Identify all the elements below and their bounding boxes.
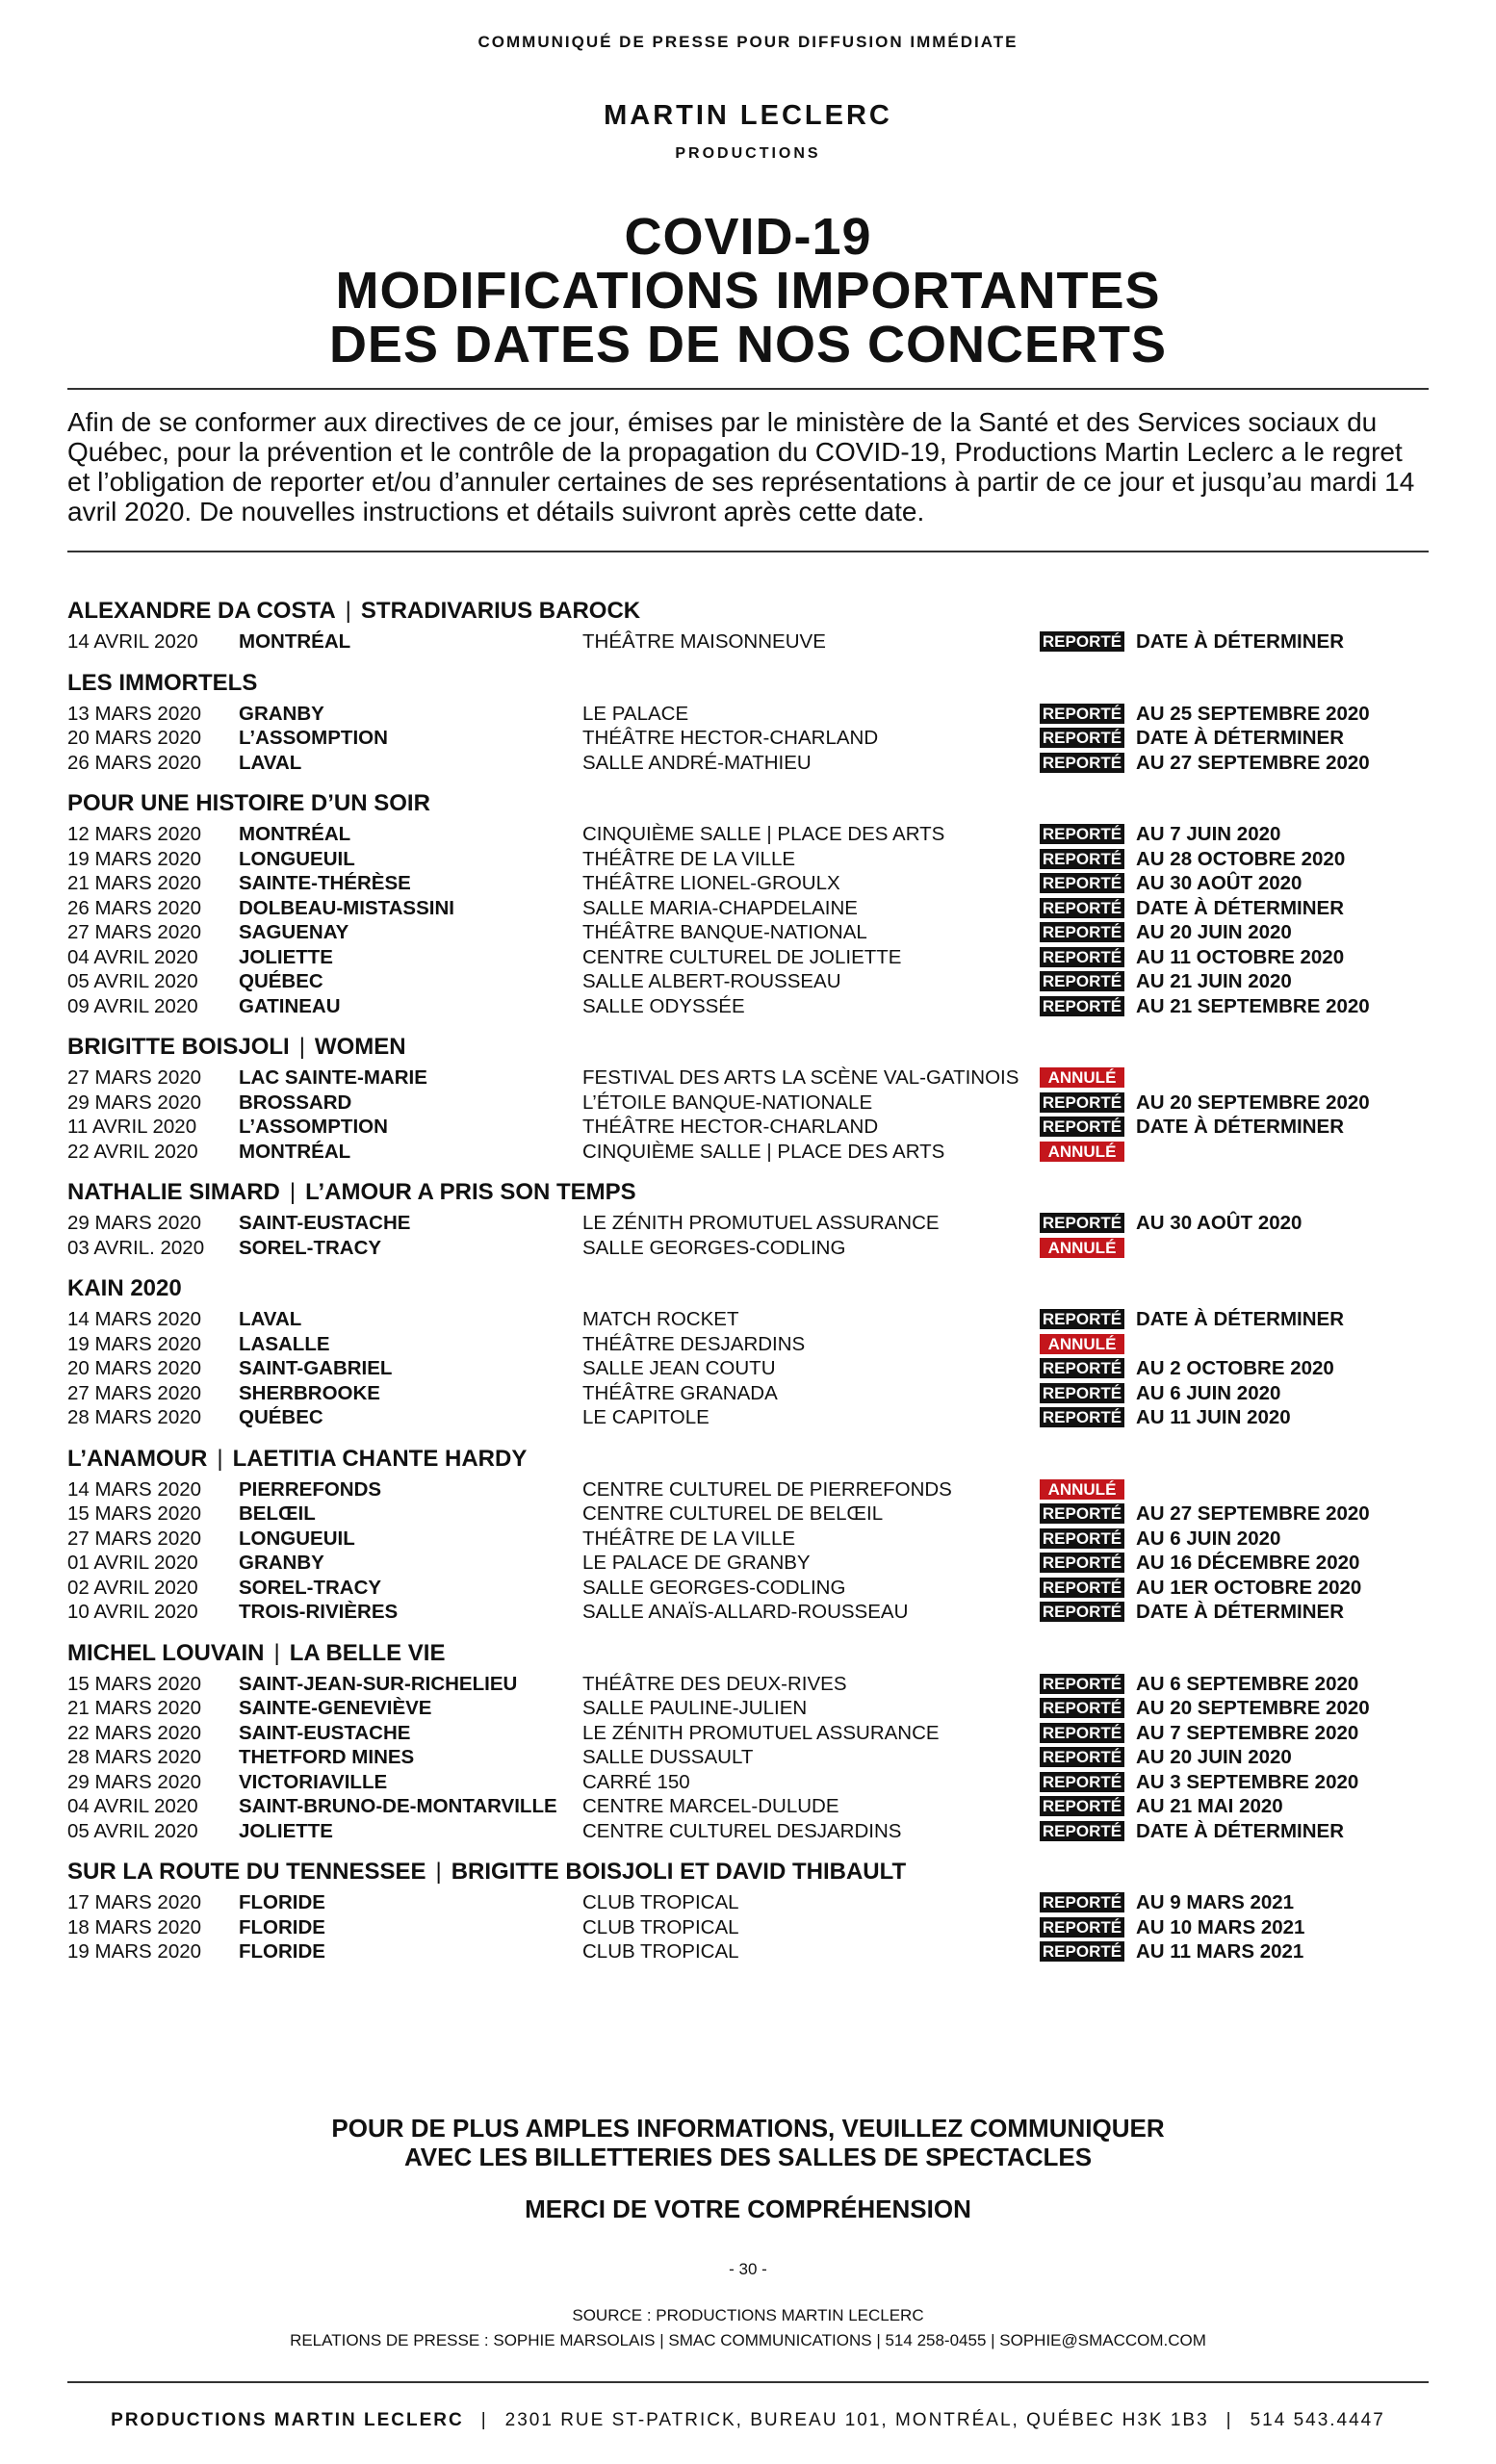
artist-name: ALEXANDRE DA COSTA	[67, 598, 336, 624]
show-group	[67, 1637, 1429, 1844]
divider	[67, 551, 1429, 552]
concert-city: SAINT-EUSTACHE	[239, 1721, 411, 1744]
show-group	[67, 1272, 1429, 1430]
new-date: AU 11 JUIN 2020	[1136, 1406, 1291, 1428]
concert-row	[67, 896, 1429, 921]
concert-venue: SALLE JEAN COUTU	[582, 1357, 776, 1379]
new-date: AU 1ER OCTOBRE 2020	[1136, 1576, 1362, 1599]
concert-row	[67, 1381, 1429, 1406]
new-date: AU 20 JUIN 2020	[1136, 921, 1292, 943]
concert-venue: CLUB TROPICAL	[582, 1891, 739, 1913]
status-badge: REPORTÉ	[1040, 728, 1124, 748]
title-separator: |	[345, 598, 351, 624]
concert-city: SAGUENAY	[239, 921, 349, 943]
concert-date: 21 MARS 2020	[67, 1697, 202, 1719]
concert-date: 28 MARS 2020	[67, 1406, 202, 1428]
page-title	[0, 210, 1496, 372]
concert-city: GRANBY	[239, 1552, 324, 1574]
divider	[67, 2381, 1429, 2383]
divider	[67, 388, 1429, 390]
concert-date: 27 MARS 2020	[67, 1066, 202, 1089]
status-badge: REPORTÉ	[1040, 947, 1124, 967]
concert-date: 17 MARS 2020	[67, 1891, 202, 1913]
concert-venue: THÉÂTRE DE LA VILLE	[582, 1527, 796, 1550]
concert-date: 21 MARS 2020	[67, 872, 202, 894]
concert-venue: SALLE PAULINE-JULIEN	[582, 1697, 808, 1719]
concert-venue: THÉÂTRE DESJARDINS	[582, 1332, 806, 1355]
concert-row	[67, 1477, 1429, 1502]
new-date: DATE À DÉTERMINER	[1136, 727, 1345, 749]
new-date: AU 27 SEPTEMBRE 2020	[1136, 1502, 1370, 1525]
new-date: AU 27 SEPTEMBRE 2020	[1136, 751, 1370, 774]
concert-date: 29 MARS 2020	[67, 1091, 202, 1114]
concert-city: LONGUEUIL	[239, 1527, 355, 1550]
concert-city: VICTORIAVILLE	[239, 1770, 388, 1793]
concert-row	[67, 1091, 1429, 1116]
artist-name: KAIN 2020	[67, 1275, 182, 1301]
new-date: AU 3 SEPTEMBRE 2020	[1136, 1770, 1359, 1793]
concert-row	[67, 726, 1429, 751]
artist-name: NATHALIE SIMARD	[67, 1179, 280, 1205]
concert-venue: CENTRE MARCEL-DULUDE	[582, 1795, 839, 1817]
show-title	[67, 667, 1429, 700]
concert-city: LASALLE	[239, 1332, 330, 1355]
new-date: AU 9 MARS 2021	[1136, 1891, 1295, 1913]
concert-date: 09 AVRIL 2020	[67, 994, 198, 1017]
concert-venue: THÉÂTRE HECTOR-CHARLAND	[582, 727, 879, 749]
concert-city: GRANBY	[239, 702, 324, 725]
concert-city: JOLIETTE	[239, 1819, 333, 1842]
status-badge: ANNULÉ	[1040, 1067, 1124, 1088]
concert-row	[67, 1696, 1429, 1721]
concert-city: SAINTE-THÉRÈSE	[239, 872, 411, 894]
new-date: AU 11 OCTOBRE 2020	[1136, 945, 1345, 968]
concert-date: 19 MARS 2020	[67, 1940, 202, 1963]
status-badge: REPORTÉ	[1040, 1917, 1124, 1938]
status-badge: REPORTÉ	[1040, 996, 1124, 1016]
concert-row	[67, 1405, 1429, 1430]
concert-venue: LE ZÉNITH PROMUTUEL ASSURANCE	[582, 1721, 940, 1744]
status-badge: ANNULÉ	[1040, 1142, 1124, 1162]
concert-city: SAINT-EUSTACHE	[239, 1212, 411, 1234]
show-title	[67, 1443, 1429, 1476]
artist-name: LES IMMORTELS	[67, 669, 258, 696]
new-date: AU 6 JUIN 2020	[1136, 1527, 1281, 1550]
concert-venue: CARRÉ 150	[582, 1770, 690, 1793]
concert-city: FLORIDE	[239, 1940, 325, 1963]
press-release-label: COMMUNIQUÉ DE PRESSE POUR DIFFUSION IMMÉDIATE	[477, 33, 1019, 51]
new-date: DATE À DÉTERMINER	[1136, 1819, 1345, 1842]
concert-venue: THÉÂTRE GRANADA	[582, 1381, 778, 1404]
concert-row	[67, 1115, 1429, 1140]
concert-city: TROIS-RIVIÈRES	[239, 1601, 399, 1623]
new-date: AU 6 SEPTEMBRE 2020	[1136, 1672, 1359, 1695]
concert-venue: LE CAPITOLE	[582, 1406, 709, 1428]
new-date: AU 20 JUIN 2020	[1136, 1746, 1292, 1768]
concert-date: 04 AVRIL 2020	[67, 945, 198, 968]
status-badge: REPORTÉ	[1040, 824, 1124, 844]
show-name: STRADIVARIUS BAROCK	[360, 598, 641, 624]
show-group	[67, 667, 1429, 776]
status-badge: REPORTÉ	[1040, 1602, 1124, 1622]
new-date: AU 20 SEPTEMBRE 2020	[1136, 1697, 1370, 1719]
concert-venue: SALLE DUSSAULT	[582, 1746, 754, 1768]
concert-date: 28 MARS 2020	[67, 1746, 202, 1768]
show-group	[67, 1856, 1429, 1964]
concert-row	[67, 1065, 1429, 1091]
status-badge: REPORTÉ	[1040, 971, 1124, 991]
concert-date: 02 AVRIL 2020	[67, 1576, 198, 1599]
new-date: AU 28 OCTOBRE 2020	[1136, 847, 1346, 870]
status-badge: ANNULÉ	[1040, 1479, 1124, 1500]
concert-row	[67, 1819, 1429, 1844]
concert-city: SOREL-TRACY	[239, 1236, 382, 1259]
concert-venue: THÉÂTRE DE LA VILLE	[582, 847, 796, 870]
concert-row	[67, 1332, 1429, 1357]
new-date: DATE À DÉTERMINER	[1136, 1308, 1345, 1330]
status-badge: REPORTÉ	[1040, 1213, 1124, 1233]
new-date: AU 7 SEPTEMBRE 2020	[1136, 1721, 1359, 1744]
concert-city: SAINT-JEAN-SUR-RICHELIEU	[239, 1672, 518, 1695]
show-name: WOMEN	[314, 1034, 406, 1060]
concert-row	[67, 1356, 1429, 1381]
footer-separator: |	[480, 2410, 488, 2430]
intro-paragraph: Afin de se conformer aux directives de ce jour, émises par le ministère de la Santé et des Services sociaux du Québec, pour la prévention et le contrôle de la propagation du COVID-19, Productions Martin Leclerc a le regret et l’obligation de reporter et/ou d’annuler certaines de ses représentations à partir de ce jour et jusqu’au mardi 14 avril 2020. De nouvelles instructions et détails suivront après cette date.	[67, 407, 1415, 526]
status-badge: REPORTÉ	[1040, 1578, 1124, 1598]
status-badge: REPORTÉ	[1040, 873, 1124, 893]
concert-venue: FESTIVAL DES ARTS LA SCÈNE VAL-GATINOIS	[582, 1066, 1019, 1089]
end-marker: - 30 -	[729, 2260, 767, 2278]
status-badge: REPORTÉ	[1040, 1747, 1124, 1767]
concert-venue: THÉÂTRE BANQUE-NATIONAL	[582, 921, 867, 943]
concert-venue: SALLE ALBERT-ROUSSEAU	[582, 970, 841, 992]
new-date: DATE À DÉTERMINER	[1136, 630, 1345, 653]
concert-row	[67, 702, 1429, 727]
concert-date: 10 AVRIL 2020	[67, 1601, 198, 1623]
concert-date: 03 AVRIL. 2020	[67, 1236, 205, 1259]
concert-city: BELŒIL	[239, 1502, 316, 1525]
concert-row	[67, 1770, 1429, 1795]
footer-phone: 514 543.4447	[1250, 2410, 1385, 2430]
concert-city: THETFORD MINES	[239, 1746, 415, 1768]
title-line: MODIFICATIONS IMPORTANTES	[335, 262, 1161, 320]
status-badge: REPORTÉ	[1040, 1821, 1124, 1841]
concert-city: SAINTE-GENEVIÈVE	[239, 1697, 432, 1719]
concert-venue: SALLE GEORGES-CODLING	[582, 1576, 846, 1599]
concert-row	[67, 1745, 1429, 1770]
concert-city: GATINEAU	[239, 994, 341, 1017]
concert-date: 20 MARS 2020	[67, 1357, 202, 1379]
concert-venue: MATCH ROCKET	[582, 1308, 739, 1330]
show-title	[67, 787, 1429, 820]
press-contact: RELATIONS DE PRESSE : SOPHIE MARSOLAIS | SMAC COMMUNICATIONS | 514 258-0455 | SOPHIE@SMACCOM.COM	[290, 2331, 1206, 2349]
concert-date: 27 MARS 2020	[67, 1381, 202, 1404]
concert-city: PIERREFONDS	[239, 1477, 382, 1501]
concert-date: 12 MARS 2020	[67, 823, 202, 845]
concert-venue: CINQUIÈME SALLE | PLACE DES ARTS	[582, 823, 945, 845]
status-badge: REPORTÉ	[1040, 1383, 1124, 1403]
show-title	[67, 1176, 1429, 1209]
concert-date: 14 AVRIL 2020	[67, 630, 198, 653]
concert-row	[67, 1939, 1429, 1964]
status-badge: REPORTÉ	[1040, 1528, 1124, 1549]
concert-row	[67, 994, 1429, 1019]
concert-row	[67, 1672, 1429, 1697]
info-line: AVEC LES BILLETTERIES DES SALLES DE SPECTACLES	[403, 2143, 1093, 2171]
info-line: POUR DE PLUS AMPLES INFORMATIONS, VEUILLEZ COMMUNIQUER	[331, 2114, 1165, 2143]
concert-row	[67, 1211, 1429, 1236]
concert-row	[67, 969, 1429, 994]
concert-city: LAVAL	[239, 751, 302, 774]
show-group	[67, 1031, 1429, 1164]
concert-date: 13 MARS 2020	[67, 702, 202, 725]
new-date: DATE À DÉTERMINER	[1136, 1116, 1345, 1138]
concert-city: LAVAL	[239, 1308, 302, 1330]
concert-venue: SALLE ANAÏS-ALLARD-ROUSSEAU	[582, 1601, 909, 1623]
concert-date: 26 MARS 2020	[67, 896, 202, 919]
status-badge: REPORTÉ	[1040, 922, 1124, 942]
concert-date: 14 MARS 2020	[67, 1477, 202, 1501]
show-name: L’AMOUR A PRIS SON TEMPS	[305, 1179, 636, 1205]
concert-date: 11 AVRIL 2020	[67, 1116, 197, 1138]
concert-venue: SALLE MARIA-CHAPDELAINE	[582, 896, 858, 919]
new-date: DATE À DÉTERMINER	[1136, 896, 1345, 919]
concert-city: FLORIDE	[239, 1915, 325, 1938]
concert-venue: SALLE GEORGES-CODLING	[582, 1236, 846, 1259]
new-date: AU 30 AOÛT 2020	[1136, 1212, 1303, 1234]
status-badge: REPORTÉ	[1040, 1772, 1124, 1792]
new-date: AU 11 MARS 2021	[1136, 1940, 1304, 1963]
concert-date: 27 MARS 2020	[67, 921, 202, 943]
status-badge: REPORTÉ	[1040, 631, 1124, 652]
concert-row	[67, 1794, 1429, 1819]
status-badge: REPORTÉ	[1040, 849, 1124, 869]
status-badge: REPORTÉ	[1040, 704, 1124, 724]
concert-date: 01 AVRIL 2020	[67, 1552, 198, 1574]
concert-city: SAINT-BRUNO-DE-MONTARVILLE	[239, 1795, 557, 1817]
concert-date: 27 MARS 2020	[67, 1527, 202, 1550]
concert-date: 04 AVRIL 2020	[67, 1795, 198, 1817]
thanks-message: MERCI DE VOTRE COMPRÉHENSION	[525, 2194, 971, 2223]
concert-venue: CENTRE CULTUREL DE PIERREFONDS	[582, 1477, 952, 1501]
concert-venue: CINQUIÈME SALLE | PLACE DES ARTS	[582, 1140, 945, 1163]
concert-row	[67, 1721, 1429, 1746]
concert-venue: CENTRE CULTUREL DE BELŒIL	[582, 1502, 884, 1525]
new-date: AU 25 SEPTEMBRE 2020	[1136, 702, 1370, 725]
concert-row	[67, 1236, 1429, 1261]
title-separator: |	[217, 1445, 223, 1472]
status-badge: REPORTÉ	[1040, 1796, 1124, 1816]
concert-row	[67, 1576, 1429, 1601]
status-badge: REPORTÉ	[1040, 1723, 1124, 1743]
status-badge: REPORTÉ	[1040, 1407, 1124, 1427]
status-badge: REPORTÉ	[1040, 898, 1124, 918]
artist-name: POUR UNE HISTOIRE D’UN SOIR	[67, 790, 430, 816]
new-date: AU 16 DÉCEMBRE 2020	[1136, 1552, 1360, 1574]
concert-venue: THÉÂTRE MAISONNEUVE	[582, 630, 826, 653]
status-badge: ANNULÉ	[1040, 1334, 1124, 1354]
concert-venue: LE ZÉNITH PROMUTUEL ASSURANCE	[582, 1212, 940, 1234]
concert-date: 14 MARS 2020	[67, 1308, 202, 1330]
title-separator: |	[289, 1179, 297, 1205]
concert-date: 19 MARS 2020	[67, 1332, 202, 1355]
concert-venue: THÉÂTRE LIONEL-GROULX	[582, 872, 840, 894]
show-title	[67, 1637, 1429, 1670]
new-date: AU 6 JUIN 2020	[1136, 1381, 1281, 1404]
brand-name: MARTIN LECLERC	[604, 100, 892, 131]
new-date: AU 20 SEPTEMBRE 2020	[1136, 1091, 1370, 1114]
show-group	[67, 1176, 1429, 1260]
concert-row	[67, 1307, 1429, 1332]
concert-date: 05 AVRIL 2020	[67, 970, 198, 992]
concert-city: DOLBEAU-MISTASSINI	[239, 896, 454, 919]
concert-date: 20 MARS 2020	[67, 727, 202, 749]
concert-date: 29 MARS 2020	[67, 1770, 202, 1793]
title-separator: |	[298, 1034, 305, 1060]
concert-date: 19 MARS 2020	[67, 847, 202, 870]
concert-city: QUÉBEC	[239, 1406, 323, 1428]
footer-address: 2301 RUE ST-PATRICK, BUREAU 101, MONTRÉAL, QUÉBEC H3K 1B3	[504, 2410, 1209, 2430]
concert-row	[67, 1890, 1429, 1915]
new-date: AU 10 MARS 2021	[1136, 1915, 1305, 1938]
status-badge: REPORTÉ	[1040, 1309, 1124, 1329]
source-line: SOURCE : PRODUCTIONS MARTIN LECLERC	[572, 2306, 924, 2324]
new-date: DATE À DÉTERMINER	[1136, 1601, 1345, 1623]
show-name: LA BELLE VIE	[289, 1639, 446, 1666]
concert-date: 22 AVRIL 2020	[67, 1140, 198, 1163]
artist-name: L’ANAMOUR	[67, 1445, 208, 1472]
concert-venue: CENTRE CULTUREL DESJARDINS	[582, 1819, 902, 1842]
concert-row	[67, 847, 1429, 872]
concert-city: SOREL-TRACY	[239, 1576, 382, 1599]
status-badge: REPORTÉ	[1040, 1358, 1124, 1378]
concert-row	[67, 751, 1429, 776]
concert-date: 29 MARS 2020	[67, 1212, 202, 1234]
show-group	[67, 595, 1429, 654]
concert-date: 05 AVRIL 2020	[67, 1819, 198, 1842]
concert-venue: SALLE ODYSSÉE	[582, 994, 745, 1017]
concert-city: LAC SAINTE-MARIE	[239, 1066, 427, 1089]
concert-city: SHERBROOKE	[239, 1381, 380, 1404]
status-badge: REPORTÉ	[1040, 1892, 1124, 1912]
concert-row	[67, 871, 1429, 896]
show-group	[67, 1443, 1429, 1625]
concert-city: FLORIDE	[239, 1891, 325, 1913]
concert-city: L’ASSOMPTION	[239, 727, 388, 749]
status-badge: REPORTÉ	[1040, 1553, 1124, 1573]
status-badge: REPORTÉ	[1040, 1092, 1124, 1113]
concert-city: MONTRÉAL	[239, 630, 351, 653]
footer-company: PRODUCTIONS MARTIN LECLERC	[111, 2410, 464, 2430]
concert-date: 15 MARS 2020	[67, 1672, 202, 1695]
new-date: AU 21 SEPTEMBRE 2020	[1136, 994, 1370, 1017]
artist-name: BRIGITTE BOISJOLI	[67, 1034, 290, 1060]
concert-venue: CENTRE CULTUREL DE JOLIETTE	[582, 945, 902, 968]
concert-venue: CLUB TROPICAL	[582, 1915, 739, 1938]
concert-venue: CLUB TROPICAL	[582, 1940, 739, 1963]
concert-row	[67, 1527, 1429, 1552]
concert-row	[67, 1551, 1429, 1576]
concert-row	[67, 1502, 1429, 1527]
concert-city: JOLIETTE	[239, 945, 333, 968]
status-badge: REPORTÉ	[1040, 1503, 1124, 1524]
status-badge: REPORTÉ	[1040, 753, 1124, 773]
title-line: DES DATES DE NOS CONCERTS	[328, 316, 1168, 373]
concert-date: 22 MARS 2020	[67, 1721, 202, 1744]
show-title	[67, 595, 1429, 628]
concert-row	[67, 629, 1429, 654]
show-name: LAETITIA CHANTE HARDY	[232, 1445, 528, 1472]
status-badge: ANNULÉ	[1040, 1238, 1124, 1258]
concert-venue: SALLE ANDRÉ-MATHIEU	[582, 751, 812, 774]
new-date: AU 21 MAI 2020	[1136, 1795, 1283, 1817]
artist-name: MICHEL LOUVAIN	[67, 1639, 265, 1666]
concert-date: 26 MARS 2020	[67, 751, 202, 774]
concert-row	[67, 945, 1429, 970]
show-group	[67, 787, 1429, 1018]
footer-separator: |	[1225, 2410, 1233, 2430]
show-title	[67, 1031, 1429, 1064]
status-badge: REPORTÉ	[1040, 1674, 1124, 1694]
concert-venue: LE PALACE	[582, 702, 689, 725]
show-title	[67, 1856, 1429, 1888]
concert-city: L’ASSOMPTION	[239, 1116, 388, 1138]
concert-city: MONTRÉAL	[239, 1140, 351, 1163]
status-badge: REPORTÉ	[1040, 1698, 1124, 1718]
concert-city: MONTRÉAL	[239, 823, 351, 845]
new-date: AU 30 AOÛT 2020	[1136, 872, 1303, 894]
new-date: AU 7 JUIN 2020	[1136, 823, 1281, 845]
concert-venue: THÉÂTRE HECTOR-CHARLAND	[582, 1116, 879, 1138]
concert-venue: THÉÂTRE DES DEUX-RIVES	[582, 1672, 847, 1695]
status-badge: REPORTÉ	[1040, 1941, 1124, 1962]
concert-city: SAINT-GABRIEL	[239, 1357, 393, 1379]
status-badge: REPORTÉ	[1040, 1116, 1124, 1137]
title-line: COVID-19	[624, 208, 872, 266]
title-separator: |	[273, 1639, 280, 1666]
concert-city: LONGUEUIL	[239, 847, 355, 870]
footer-bar	[0, 2410, 1496, 2431]
title-separator: |	[435, 1859, 442, 1885]
new-date: AU 21 JUIN 2020	[1136, 970, 1292, 992]
concert-date: 15 MARS 2020	[67, 1502, 202, 1525]
concert-row	[67, 1915, 1429, 1940]
concert-row	[67, 822, 1429, 847]
concert-venue: L’ÉTOILE BANQUE-NATIONALE	[582, 1091, 873, 1114]
show-title	[67, 1272, 1429, 1305]
concert-date: 18 MARS 2020	[67, 1915, 202, 1938]
show-name: BRIGITTE BOISJOLI ET DAVID THIBAULT	[451, 1859, 907, 1885]
concert-city: QUÉBEC	[239, 970, 323, 992]
info-notice	[0, 2114, 1496, 2171]
artist-name: SUR LA ROUTE DU TENNESSEE	[67, 1859, 426, 1885]
concert-schedule	[67, 595, 1429, 1977]
concert-city: BROSSARD	[239, 1091, 352, 1114]
concert-row	[67, 1600, 1429, 1625]
concert-row	[67, 1140, 1429, 1165]
concert-row	[67, 920, 1429, 945]
new-date: AU 2 OCTOBRE 2020	[1136, 1357, 1334, 1379]
brand-subtitle: PRODUCTIONS	[675, 145, 821, 162]
concert-venue: LE PALACE DE GRANBY	[582, 1552, 811, 1574]
